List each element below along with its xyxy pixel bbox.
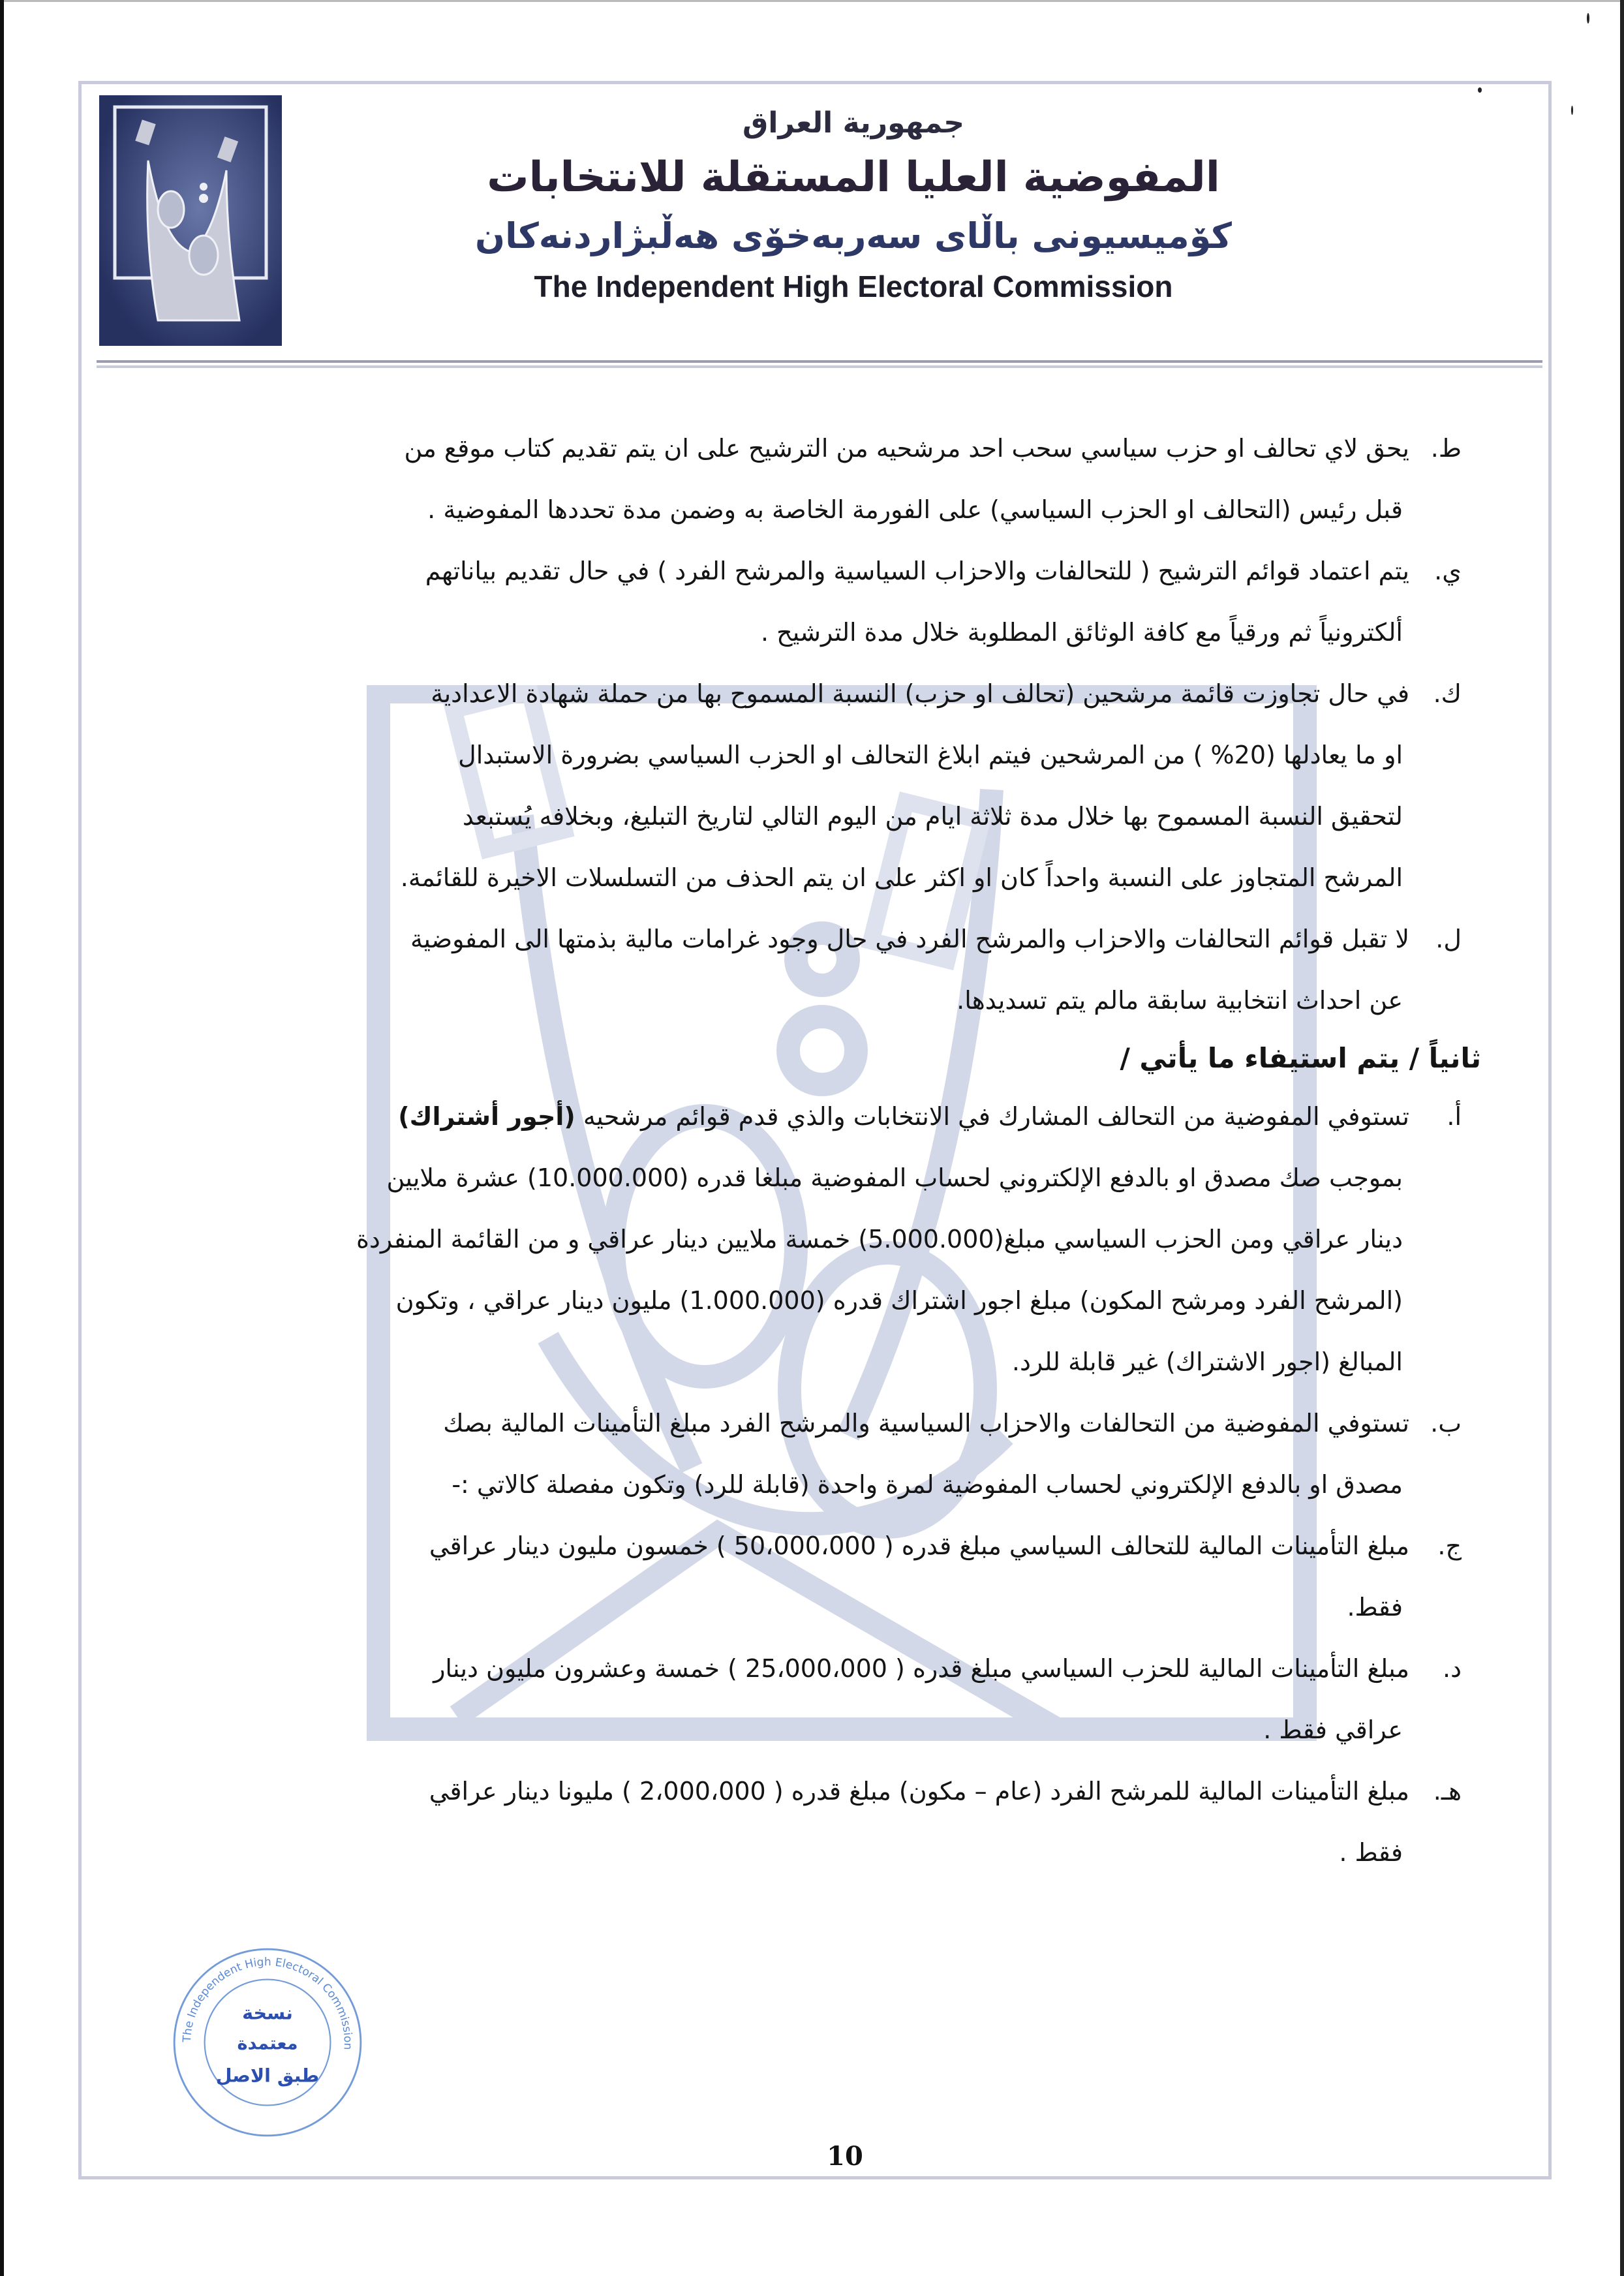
clause-text: مبلغ التأمينات المالية للتحالف السياسي مبلغ قدره ( 50،000،000 ) خمسون مليون دينار عراقي (429, 1531, 1409, 1560)
clause-line: لتحقيق النسبة المسموح بها خلال مدة ثلاثة ايام من اليوم التالي لتاريخ التبليغ، وبخلافه يُستبعد (462, 802, 1403, 831)
clause-ba (150, 1392, 1462, 1515)
clause-line (150, 663, 1462, 724)
clause-marker: ل. (1435, 925, 1462, 953)
clause-lam (150, 908, 1462, 1031)
clause-text: لا تقبل قوائم التحالفات والاحزاب والمرشح الفرد في حال وجود غرامات مالية بذمتها الى المفوضية (410, 925, 1409, 953)
ihec-logo (99, 95, 282, 346)
clause-line (150, 1638, 1462, 1699)
clause-line: عراقي فقط . (1263, 1715, 1403, 1744)
stamp-ring-text: The Independent High Electoral Commission (181, 1956, 354, 2050)
clause-text: في حال تجاوزت قائمة مرشحين (تحالف او حزب) النسبة المسموح بها من حملة شهادة الاعدادية (431, 679, 1409, 708)
clause-marker: ج. (1437, 1531, 1462, 1560)
clause-text: مبلغ التأمينات المالية للحزب السياسي مبلغ قدره ( 25،000،000 ) خمسة وعشرون مليون دينار (433, 1654, 1409, 1683)
scan-edge-left (0, 0, 4, 2276)
clause-line: المرشح المتجاوز على النسبة واحداً كان او اكثر على ان يتم الحذف من التسلسلات الاخيرة للقائمة. (400, 863, 1403, 892)
clause-ya (150, 540, 1462, 663)
clause-line: فقط . (1339, 1838, 1403, 1867)
clause-line (150, 418, 1462, 479)
clause-line: فقط. (1347, 1593, 1403, 1622)
clause-line: دينار عراقي ومن الحزب السياسي مبلغ(5.000.000) خمسة ملايين دينار عراقي و من القائمة المنفردة (356, 1225, 1403, 1253)
section-two-heading: ثانياً / يتم استيفاء ما يأتي / (1120, 1042, 1481, 1074)
clause-alif (150, 1086, 1462, 1392)
clause-line: عن احداث انتخابية سابقة مالم يتم تسديدها. (957, 986, 1403, 1015)
clause-line: قبل رئيس (التحالف او الحزب السياسي) على الفورمة الخاصة به وضمن مدة تحددها المفوضية . (427, 495, 1403, 524)
clause-line: ألكترونياً ثم ورقياً مع كافة الوثائق المطلوبة خلال مدة الترشيح . (761, 618, 1403, 647)
clause-text: تستوفي المفوضية من التحالفات والاحزاب السياسية والمرشح الفرد مبلغ التأمينات المالية بصك (443, 1409, 1409, 1438)
clause-kaf (150, 663, 1462, 908)
clause-marker: ط. (1430, 434, 1462, 463)
scan-speck (1478, 87, 1482, 93)
clause-marker: ك. (1433, 679, 1462, 708)
clause-line: مصدق او بالدفع الإلكتروني لحساب المفوضية لمرة واحدة (قابلة للرد) وتكون مفصلة كالاتي :- (452, 1470, 1403, 1499)
scan-speck (1571, 106, 1573, 115)
clause-ta (150, 418, 1462, 540)
stamp-handwriting-true-copy: طبق الاصل (215, 2064, 320, 2087)
letterhead (97, 95, 1542, 356)
clause-line (150, 1515, 1462, 1576)
clause-text: يتم اعتماد قوائم الترشيح ( للتحالفات والاحزاب السياسية والمرشح الفرد ) في حال تقديم بياناتهم (425, 557, 1409, 585)
scan-edge-top (0, 0, 1624, 2)
clause-text: تستوفي المفوضية من التحالف المشارك في الانتخابات والذي قدم قوائم مرشحيه (583, 1102, 1409, 1131)
clause-marker: هـ. (1433, 1777, 1462, 1806)
clause-marker: ب. (1430, 1409, 1462, 1438)
clause-line (150, 1086, 1462, 1147)
republic-title: جمهورية العراق (743, 106, 964, 140)
clause-line (150, 908, 1462, 970)
document-body (150, 418, 1481, 1883)
clause-line (150, 540, 1462, 602)
clause-line (150, 1761, 1462, 1822)
clause-text: يحق لاي تحالف او حزب سياسي سحب احد مرشحيه من الترشيح على ان يتم تقديم كتاب موقع من (404, 434, 1409, 463)
letterhead-titles (371, 95, 1336, 309)
clause-marker: أ. (1447, 1102, 1462, 1131)
page-number: 10 (827, 2141, 863, 2172)
clause-jim (150, 1515, 1462, 1638)
header-divider (97, 360, 1542, 369)
clause-line: بموجب صك مصدق او بالدفع الإلكتروني لحساب المفوضية مبلغا قدره (10.000.000) عشرة ملايين (386, 1163, 1403, 1192)
clause-line: (المرشح الفرد ومرشح المكون) مبلغ اجور اشتراك قدره (1.000.000) مليون دينار عراقي ، وتكون (395, 1286, 1403, 1315)
commission-title-kurdish: كۆميسيونی باڵای سەربەخۆی هەڵبژاردنەکان (475, 215, 1232, 256)
stamp-handwriting-certified: معتمدة (237, 2033, 298, 2054)
commission-title-arabic: المفوضية العليا المستقلة للانتخابات (487, 153, 1220, 202)
certified-copy-stamp (170, 1945, 365, 2140)
clause-dal (150, 1638, 1462, 1761)
scan-edge-right (1620, 0, 1624, 2276)
clause-marker: ي. (1434, 557, 1462, 585)
clause-text: مبلغ التأمينات المالية للمرشح الفرد (عام – مكون) مبلغ قدره ( 2،000،000 ) مليونا دينار عراقي (429, 1777, 1409, 1806)
stamp-handwriting-copy: نسخة (242, 2001, 293, 2024)
scan-speck (1587, 13, 1589, 23)
clause-line: او ما يعادلها (20% ) من المرشحين فيتم ابلاغ التحالف او الحزب السياسي بضرورة الاستبدال (458, 741, 1403, 769)
clause-ha (150, 1761, 1462, 1883)
commission-title-english: The Independent High Electoral Commission (534, 269, 1173, 303)
clause-marker: د. (1442, 1654, 1462, 1683)
clause-line (150, 1392, 1462, 1454)
subscription-fees-label: (أجور أشتراك) (398, 1102, 575, 1131)
clause-line: المبالغ (اجور الاشتراك) غير قابلة للرد. (1011, 1347, 1403, 1376)
